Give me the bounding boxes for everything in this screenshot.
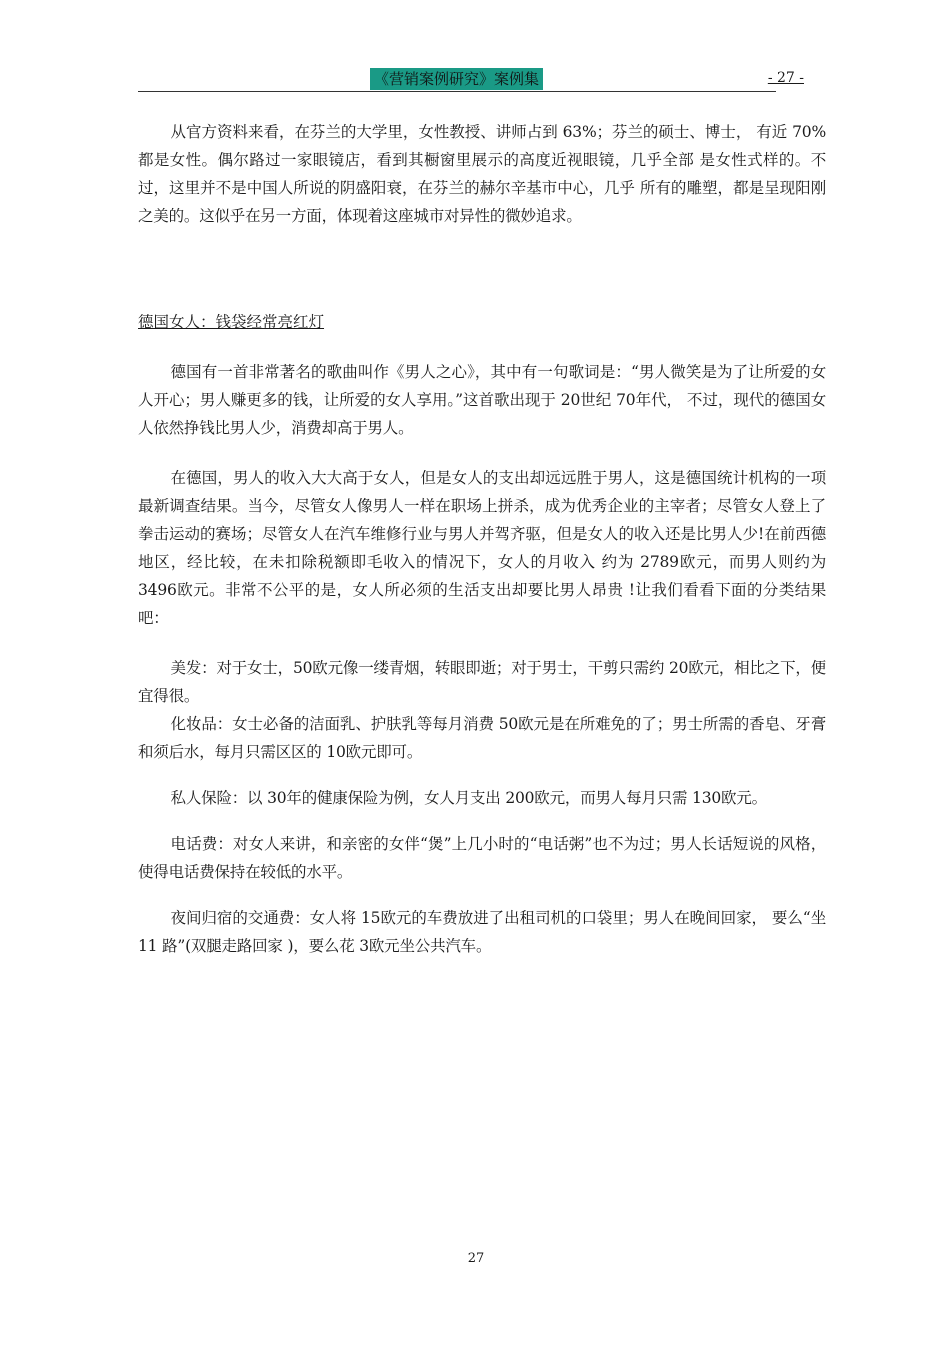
footer-page-number: 27 — [467, 1251, 485, 1266]
header-rule — [138, 91, 776, 92]
spacer — [138, 812, 826, 830]
header-page-label: - 27 - — [767, 70, 804, 86]
header-title: 《营销案例研究》案例集 — [370, 68, 543, 90]
paragraph-haircut: 美发：对于女士，50欧元像一缕青烟，转眼即逝；对于男士，干剪只需约 20欧元，相比之下，便宜得很。 — [138, 659, 826, 705]
document-body — [138, 118, 826, 960]
spacer — [138, 336, 826, 358]
paragraph-insurance: 私人保险：以 30年的健康保险为例，女人月支出 200欧元，而男人每月只需 130欧元。 — [170, 789, 767, 807]
spacer — [138, 230, 826, 308]
section-heading-germany: 德国女人：钱袋经常亮红灯 — [138, 313, 325, 331]
spacer — [138, 886, 826, 904]
page-header — [138, 66, 808, 92]
spacer — [138, 442, 826, 464]
spacer — [138, 632, 826, 654]
spacer — [138, 766, 826, 784]
paragraph-income: 在德国，男人的收入大大高于女人，但是女人的支出却远远胜于男人，这是德国统计机构的一项最新调查结果。当今，尽管女人像男人一样在职场上拼杀，成为优秀企业的主宰者；尽管女人登上了拳击运动的赛场；尽管女人在汽车维修行业与男人并驾齐驱，但是女人的收入还是比男人少!在前西德地区，经比较，在未扣除税额即毛收入的情况下，女人的月收入 约为 2789欧元，而男人则约为 3496欧元。非常不公平的是，女人所必须的生活支出却要比男人昂贵 !让我们看看下面的分类结果吧： — [138, 469, 826, 627]
paragraph-song: 德国有一首非常著名的歌曲叫作《男人之心》，其中有一句歌词是：“男人微笑是为了让所爱的女人开心；男人赚更多的钱，让所爱的女人享用。”这首歌出现于 20世纪 70年代， 不过，现代的德国女人依然挣钱比男人少，消费却高于男人。 — [138, 363, 826, 437]
paragraph-finland: 从官方资料来看，在芬兰的大学里，女性教授、讲师占到 63%；芬兰的硕士、博士， 有近 70%都是女性。偶尔路过一家眼镜店，看到其橱窗里展示的高度近视眼镜，几乎全部 是女性式样的。不过，这里并不是中国人所说的阴盛阳衰，在芬兰的赫尔辛基市中心，几乎 所有的雕塑，都是呈现阳刚之美的。这似乎在另一方面，体现着这座城市对异性的微妙追求。 — [138, 123, 826, 225]
paragraph-cosmetics: 化妆品：女士必备的洁面乳、护肤乳等每月消费 50欧元是在所难免的了；男士所需的香皂、牙膏和须后水，每月只需区区的 10欧元即可。 — [138, 715, 826, 761]
paragraph-transport: 夜间归宿的交通费：女人将 15欧元的车费放进了出租司机的口袋里；男人在晚间回家， 要么“坐 11 路”(双腿走路回家 )，要么花 3欧元坐公共汽车。 — [138, 909, 826, 955]
paragraph-phone: 电话费：对女人来讲，和亲密的女伴“煲”上几小时的“电话粥”也不为过；男人长话短说的风格，使得电话费保持在较低的水平。 — [138, 835, 826, 881]
